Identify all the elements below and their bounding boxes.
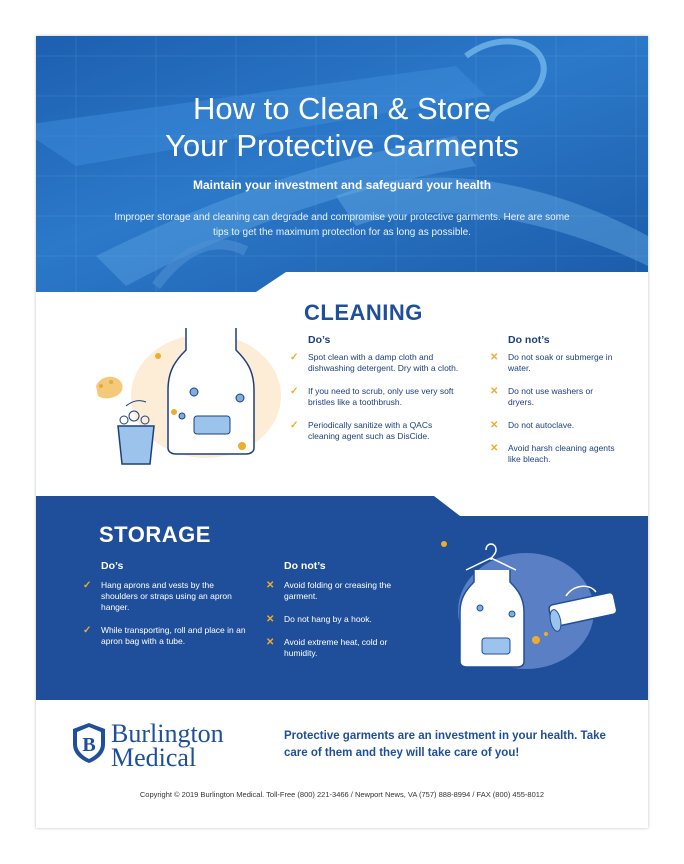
list-item: ✕ Do not autoclave. <box>490 420 575 431</box>
x-icon: ✕ <box>490 443 499 454</box>
cleaning-dos-heading: Do’s <box>308 334 331 346</box>
x-icon: ✕ <box>266 580 275 591</box>
check-icon: ✓ <box>290 420 299 431</box>
list-item: ✕ Avoid folding or creasing the garment. <box>266 580 392 601</box>
list-item: ✓ Spot clean with a damp cloth and dishwashing detergent. Dry with a cloth. <box>290 352 459 373</box>
list-item: ✓ Periodically sanitize with a QACs cleaning agent such as DisCide. <box>290 420 433 441</box>
hero-banner <box>36 36 648 298</box>
x-icon: ✕ <box>490 420 499 431</box>
list-item: ✕ Avoid extreme heat, cold or humidity. <box>266 637 388 658</box>
list-item: ✓ If you need to scrub, only use very soft bristles like a toothbrush. <box>290 386 454 407</box>
storage-dos-list <box>83 580 247 659</box>
intro-text: Improper storage and cleaning can degrade and compromise your protective garments. Here are some tips to get the maximum protection for as long as possible. <box>114 212 570 238</box>
storage-donts-heading: Do not’s <box>284 560 326 572</box>
apron-cleaning-illustration <box>66 316 286 466</box>
list-item: ✕ Do not soak or submerge in water. <box>490 352 613 373</box>
page-title <box>36 90 648 164</box>
storage-dos-heading: Do’s <box>101 560 124 572</box>
storage-panel-edge <box>36 496 648 516</box>
logo-wordmark <box>111 719 224 772</box>
burlington-medical-logo <box>72 719 224 772</box>
storage-section <box>36 496 648 700</box>
x-icon: ✕ <box>266 614 275 625</box>
list-item: ✕ Do not use washers or dryers. <box>490 386 594 407</box>
cleaning-donts-list <box>490 352 620 477</box>
x-icon: ✕ <box>490 386 499 397</box>
title-line-1: How to Clean & Store <box>192 91 492 126</box>
list-item: ✕ Avoid harsh cleaning agents like bleach. <box>490 443 615 464</box>
check-icon: ✓ <box>290 352 299 363</box>
check-icon: ✓ <box>83 625 92 636</box>
subtitle: Maintain your investment and safeguard your health <box>192 178 492 192</box>
shield-logo-icon <box>72 722 106 764</box>
cleaning-donts-heading: Do not’s <box>508 334 550 346</box>
apron-storage-illustration <box>426 536 626 686</box>
check-icon: ✓ <box>83 580 92 591</box>
x-icon: ✕ <box>490 352 499 363</box>
logo-line-2: Medical <box>111 743 197 772</box>
list-item: ✓ Hang aprons and vests by the shoulders or straps using an apron hanger. <box>83 580 232 612</box>
list-item: ✓ While transporting, roll and place in an apron bag with a tube. <box>83 625 246 646</box>
list-item: ✕ Do not hang by a hook. <box>266 614 372 625</box>
check-icon: ✓ <box>290 386 299 397</box>
storage-title: STORAGE <box>99 522 211 547</box>
cleaning-title: CLEANING <box>304 300 423 325</box>
svg-text:B: B <box>82 734 96 756</box>
hanger-background-illustration <box>36 36 648 298</box>
logo-line-1: Burlington <box>111 719 224 748</box>
flyer-page <box>36 36 648 828</box>
tagline: Protective garments are an investment in your health. Take care of them and they will take care of you! <box>284 730 606 759</box>
copyright-line: Copyright © 2019 Burlington Medical. Toll-Free (800) 221-3466 / Newport News, VA (757) 888-8994 / FAX (800) 455-8012 <box>139 790 545 799</box>
cleaning-dos-list <box>290 352 466 454</box>
storage-donts-list <box>266 580 396 671</box>
title-line-2: Your Protective Garments <box>165 128 519 163</box>
x-icon: ✕ <box>266 637 275 648</box>
